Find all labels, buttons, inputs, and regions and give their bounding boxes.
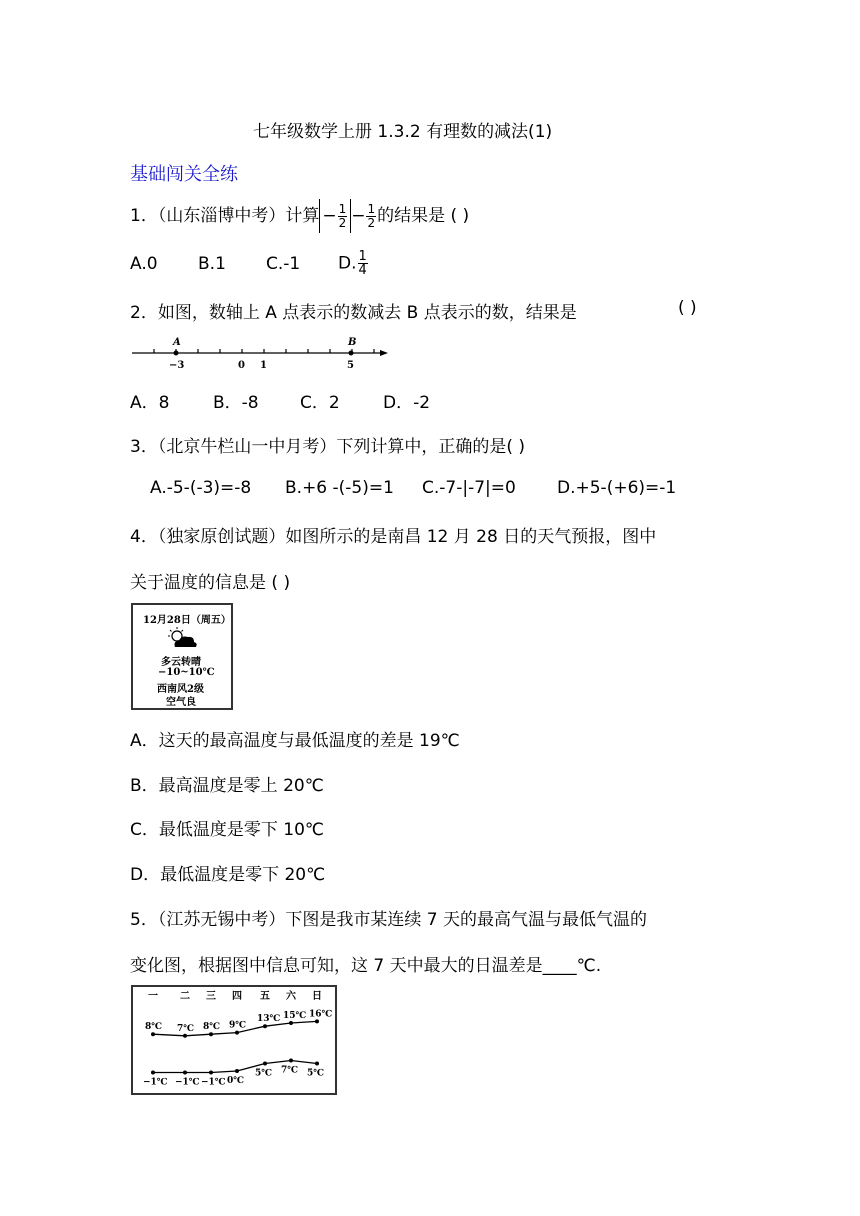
q3-option-a: A.-5-(-3)=-8 (150, 478, 252, 498)
q2-option-c: C．2 (300, 393, 340, 413)
low-temp-point (183, 1071, 187, 1075)
high-temp-point (263, 1024, 267, 1028)
low-temp-label: −1℃ (201, 1077, 226, 1088)
high-temp-label: 9℃ (229, 1020, 247, 1031)
question-5-line1: 5．（江苏无锡中考）下图是我市某连续 7 天的最高气温与最低气温的 (130, 910, 647, 930)
q4-option-c: C．最低温度是零下 10℃ (130, 820, 324, 840)
q1-abs-expression (319, 199, 351, 233)
section-heading: 基础闯关全练 (130, 164, 238, 185)
high-temp-label: 8℃ (145, 1022, 163, 1033)
q1-option-d-fraction (358, 250, 368, 277)
q3-option-c: C.-7-|-7|=0 (422, 478, 516, 498)
q2-option-a: A．8 (130, 393, 170, 413)
page-title: 七年级数学上册 1.3.2 有理数的减法(1) (253, 122, 553, 142)
q1-frac2-num: 1 (367, 201, 376, 216)
tick-label-1: 1 (260, 360, 267, 371)
day-label: 一 (148, 991, 158, 1002)
question-2: 2．如图，数轴上 A 点表示的数减去 B 点表示的数，结果是 (130, 303, 577, 323)
q4-option-b: B．最高温度是零上 20℃ (130, 776, 324, 796)
q1-minus: − (322, 206, 337, 226)
q4-option-a: A．这天的最高温度与最低温度的差是 19℃ (130, 731, 460, 751)
low-temp-label: −1℃ (175, 1077, 200, 1088)
q1-frac2-den: 2 (367, 215, 376, 230)
q2-option-b: B．-8 (213, 393, 259, 413)
day-label: 日 (312, 991, 322, 1002)
point-a (174, 351, 179, 356)
point-b-label: B (348, 337, 357, 348)
q4-option-d: D．最低温度是零下 20℃ (130, 865, 326, 885)
q1-option-b: B.1 (198, 253, 226, 274)
high-temp-point (289, 1021, 293, 1025)
low-temp-label: 5℃ (255, 1068, 273, 1079)
temperature-chart (131, 985, 337, 1095)
low-temp-label: 0℃ (227, 1076, 245, 1086)
low-temp-point (235, 1069, 239, 1073)
q1-frac-num: 1 (338, 201, 347, 216)
q3-option-d: D.+5-(+6)=-1 (557, 478, 677, 498)
question-4-line1: 4．（独家原创试题）如图所示的是南昌 12 月 28 日的天气预报，图中 (130, 527, 657, 547)
question-1 (130, 196, 469, 236)
day-label: 五 (260, 991, 270, 1002)
cloud-sun-icon (167, 627, 199, 651)
q2-paren: ( ) (678, 298, 697, 318)
high-temp-point (209, 1032, 213, 1036)
high-temp-label: 8℃ (203, 1022, 221, 1033)
high-temp-label: 7℃ (177, 1023, 195, 1034)
q1-fraction (338, 203, 348, 230)
low-temp-point (263, 1062, 267, 1066)
day-label: 六 (286, 991, 296, 1002)
q1-fraction-2 (366, 203, 376, 230)
low-temp-point (315, 1062, 319, 1066)
day-label: 三 (206, 991, 216, 1002)
question-5-line2: 变化图，根据图中信息可知，这 7 天中最大的日温差是____℃. (130, 956, 602, 976)
q1-d-den: 4 (358, 263, 367, 278)
high-temp-label: 16℃ (309, 1009, 333, 1020)
question-4-line2: 关于温度的信息是 ( ) (130, 573, 291, 593)
point-a-label: A (173, 337, 181, 348)
day-label: 二 (180, 991, 190, 1002)
high-temp-point (315, 1019, 319, 1023)
q1-option-a: A.0 (130, 253, 158, 274)
weather-card (131, 603, 233, 710)
q2-options (130, 388, 430, 413)
low-temp-point (151, 1071, 155, 1075)
weather-condition: 多云转晴 (161, 657, 201, 668)
low-temp-point (289, 1059, 293, 1063)
q3-options (150, 478, 676, 498)
q1-prefix: 1．（山东淄博中考）计算 (130, 206, 320, 226)
high-temp-point (235, 1031, 239, 1035)
low-temp-label: −1℃ (143, 1077, 168, 1088)
q3-option-b: B.+6 -(-5)=1 (285, 478, 394, 498)
low-temp-label: 5℃ (307, 1068, 325, 1079)
q1-options (130, 250, 369, 277)
q2-option-d: D．-2 (383, 393, 431, 413)
point-b (349, 351, 354, 356)
weather-air: 空气良 (166, 697, 196, 708)
tick-label-0: 0 (238, 360, 245, 371)
temperature-chart-svg (133, 987, 335, 1093)
q1-frac-den: 2 (338, 215, 347, 230)
q1-option-c: C.-1 (266, 253, 301, 274)
question-3: 3．（北京牛栏山一中月考）下列计算中，正确的是( ) (130, 437, 525, 457)
weather-temp: −10~10℃ (158, 667, 215, 678)
q1-suffix: 的结果是 ( ) (377, 206, 470, 226)
number-line-figure (130, 334, 392, 374)
low-temp-point (209, 1071, 213, 1075)
tick-label-5: 5 (347, 360, 354, 371)
high-temp-label: 15℃ (283, 1011, 307, 1021)
tick-label-neg3: −3 (169, 360, 185, 371)
high-temp-point (183, 1034, 187, 1038)
q1-option-d: D. (338, 253, 357, 274)
high-temp-point (151, 1032, 155, 1036)
day-label: 四 (232, 991, 242, 1002)
high-temp-label: 13℃ (257, 1014, 281, 1025)
q1-d-num: 1 (358, 249, 367, 264)
q1-minus-2: − (351, 206, 366, 226)
weather-date: 12月28日（周五） (143, 615, 231, 626)
weather-wind: 西南风2级 (157, 684, 204, 695)
low-temp-label: 7℃ (281, 1065, 299, 1076)
